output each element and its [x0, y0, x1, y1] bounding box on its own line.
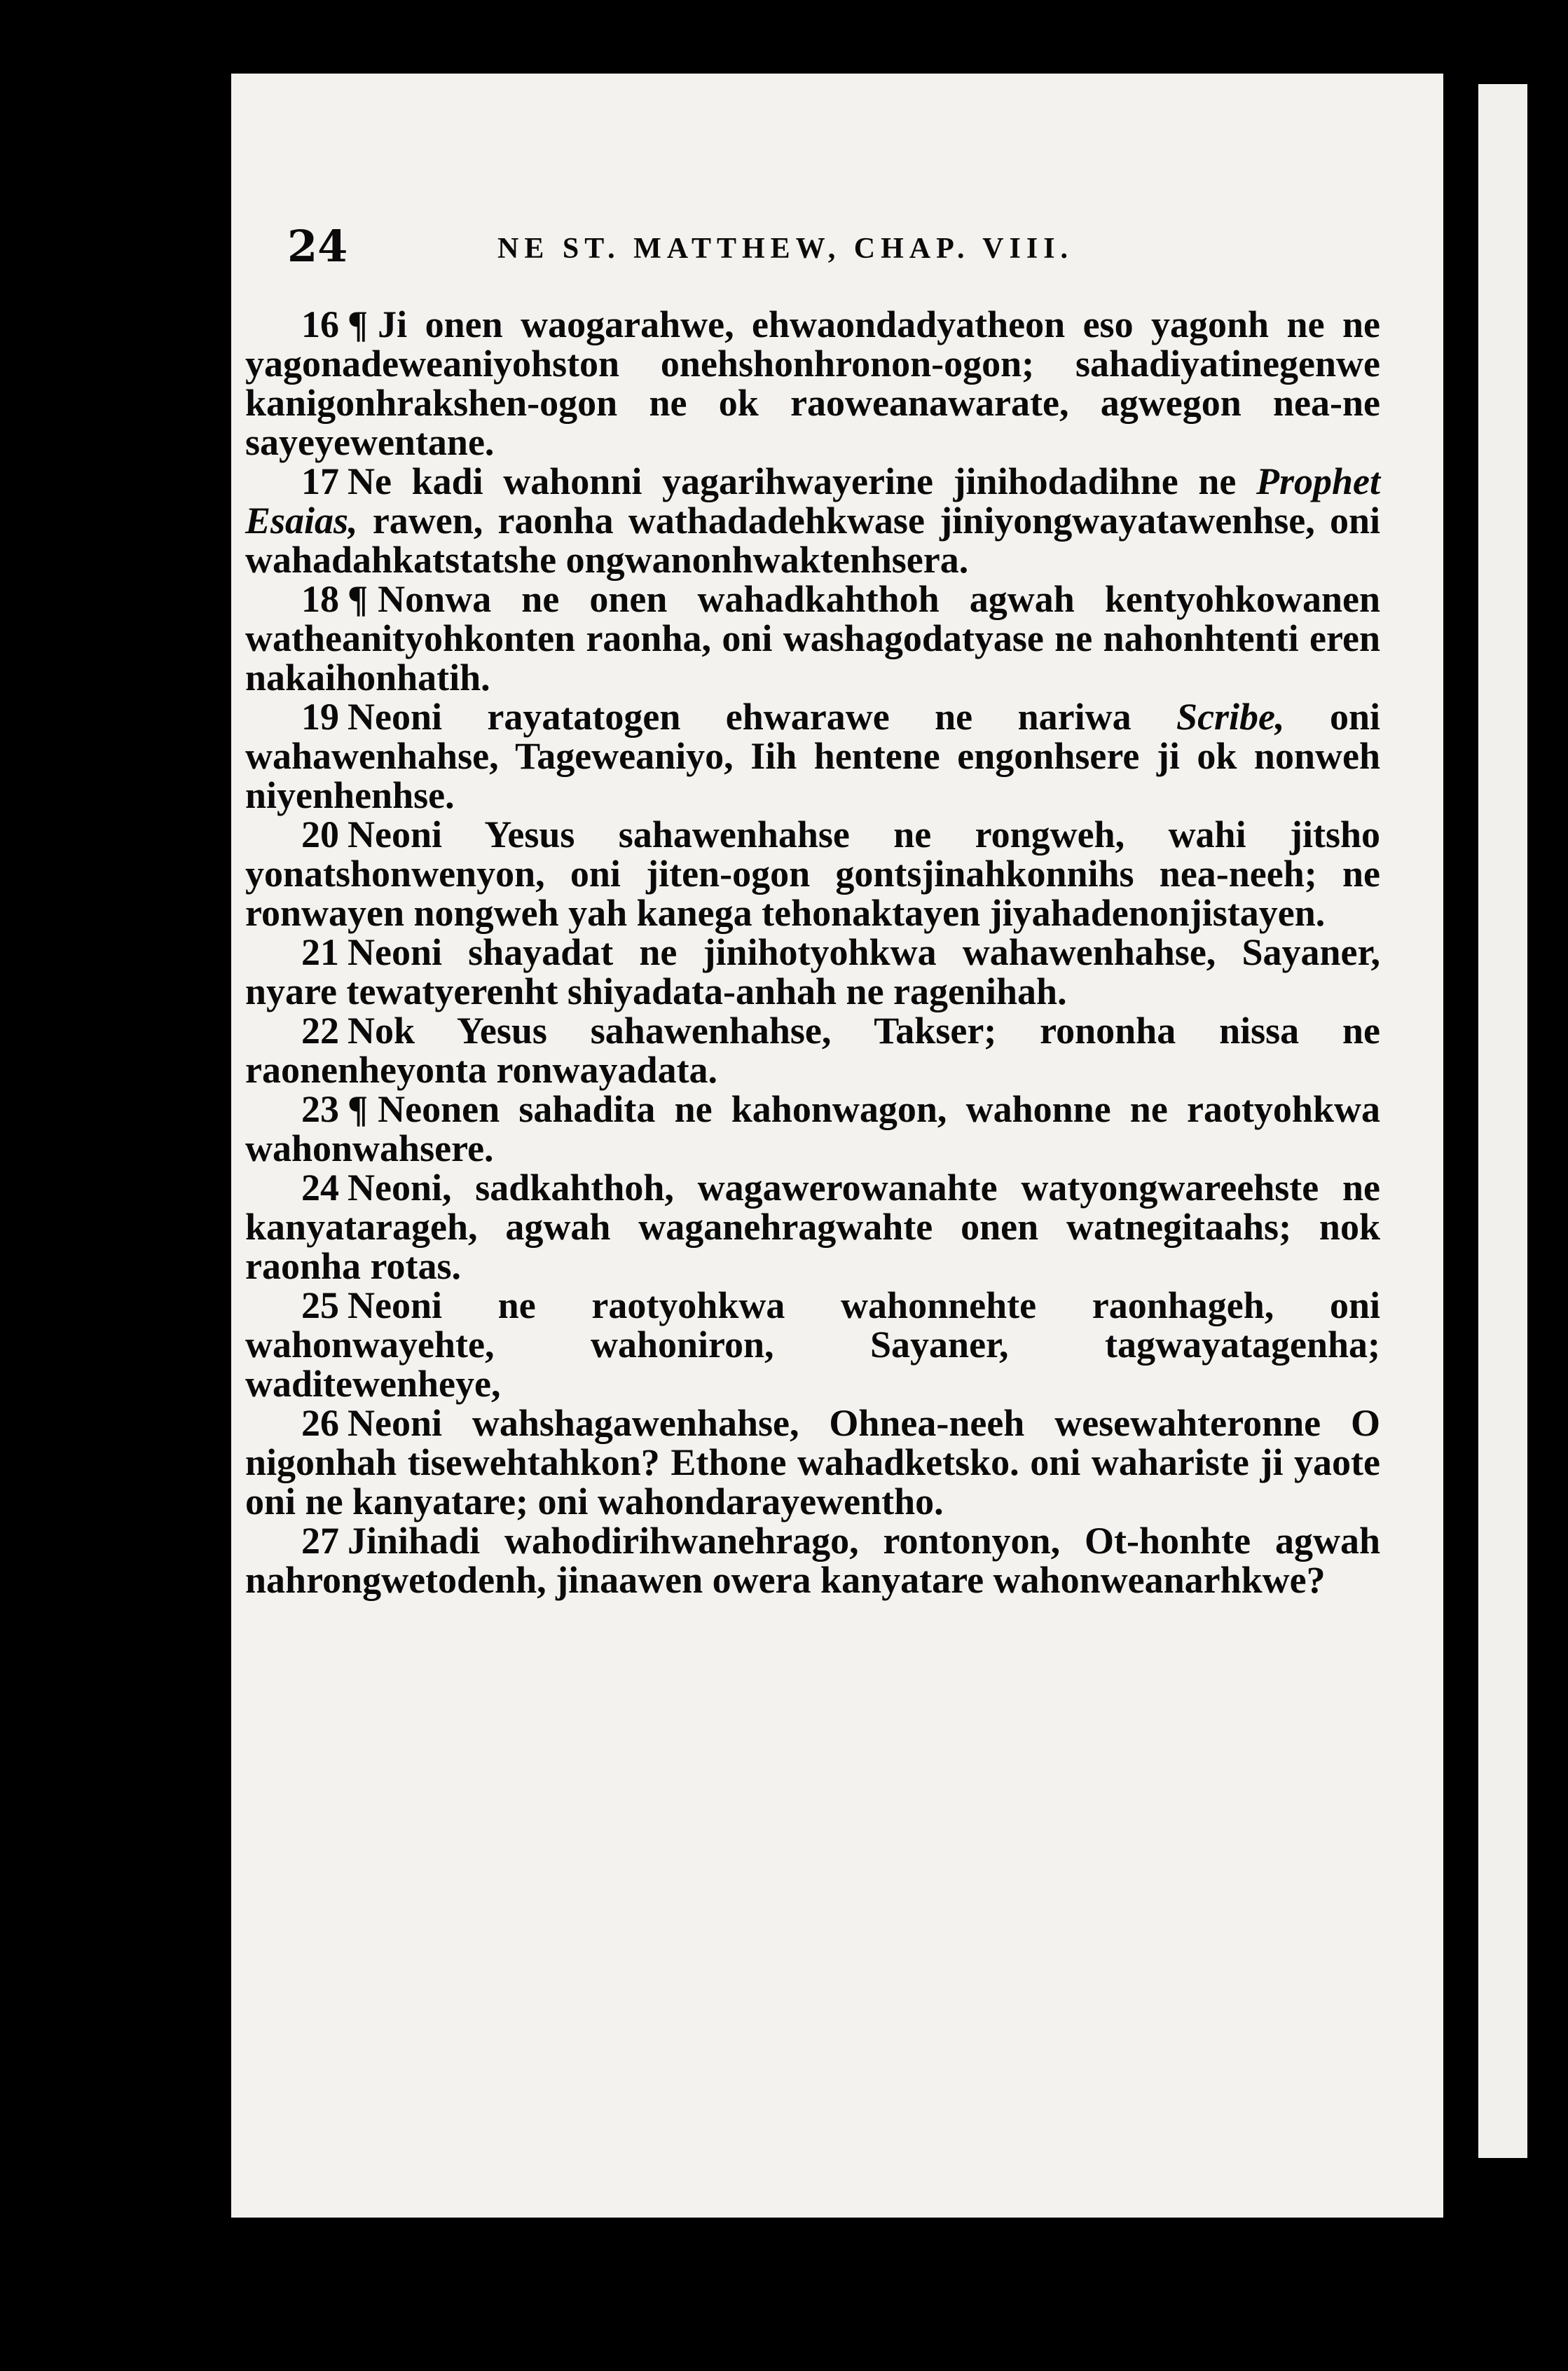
verse-17	[245, 462, 1380, 579]
verse-25	[245, 1286, 1380, 1403]
verse-italic-text: Prophet Esaias,	[245, 460, 1380, 542]
verse-text: Neoni wahshagawenhahse, Ohnea-neeh wesewahteronne O nigonhah tisewehtahkon? Ethone wahadketsko. oni wahariste ji yaote oni ne kanyatare; oni wahondarayewentho.	[245, 1402, 1380, 1523]
running-head: NE ST. MATTHEW, CHAP. VIII.	[497, 233, 1074, 265]
verse-text: Ji onen waogarahwe, ehwaondadyatheon eso yagonh ne ne yagonadeweaniyohston onehshonhronon-ogon; sahadiyatinegenwe kanigonhrakshen-ogon ne ok raoweanawarate, agwegon nea-ne sayeyewentane.	[245, 303, 1380, 463]
verse-italic-text: Scribe,	[1176, 696, 1285, 738]
verse-21	[245, 933, 1380, 1011]
verse-text-continued: oni wahawenhahse, Tageweaniyo, Iih hentene engonhsere ji ok nonweh niyenhenhse.	[245, 696, 1381, 816]
page-header	[287, 221, 1380, 277]
verse-number: 17	[301, 460, 339, 502]
verse-24	[245, 1168, 1380, 1286]
verse-text: Neonen sahadita ne kahonwagon, wahonne ne raotyohkwa wahonwahsere.	[245, 1088, 1380, 1169]
verse-number: 19	[301, 696, 339, 738]
verse-16	[245, 305, 1380, 462]
page-number: 24	[287, 221, 348, 272]
scripture-text	[245, 305, 1380, 1600]
verse-27	[245, 1521, 1380, 1600]
verse-number: 22	[301, 1010, 339, 1052]
verse-text: Neoni rayatatogen ehwarawe ne nariwa	[348, 696, 1132, 738]
verse-text: Jinihadi wahodirihwanehrago, rontonyon, Ot-honhte agwah nahrongwetodenh, jinaawen owera kanyatare wahonweanarhkwe?	[245, 1520, 1380, 1601]
verse-number: 16	[301, 303, 339, 345]
verse-22	[245, 1011, 1380, 1090]
pilcrow-mark: ¶	[348, 578, 369, 620]
verse-number: 23	[301, 1088, 339, 1130]
verse-text-continued: rawen, raonha wathadadehkwase jiniyongwayatawenhse, oni wahadahkatstatshe ongwanonhwaktenhsera.	[245, 500, 1381, 581]
verse-number: 21	[301, 931, 339, 973]
verse-number: 27	[301, 1520, 339, 1562]
verse-text: Neoni ne raotyohkwa wahonnehte raonhageh, oni wahonwayehte, wahoniron, Sayaner, tagwayatagenha; waditewenheye,	[245, 1284, 1380, 1405]
verse-23	[245, 1090, 1380, 1168]
adjacent-page-edge	[1478, 84, 1527, 2158]
pilcrow-mark: ¶	[348, 303, 369, 345]
pilcrow-mark: ¶	[348, 1088, 369, 1130]
verse-number: 20	[301, 813, 339, 855]
verse-text: Nok Yesus sahawenhahse, Takser; rononha nissa ne raonenheyonta ronwayadata.	[245, 1010, 1380, 1091]
verse-20	[245, 815, 1380, 933]
verse-number: 25	[301, 1284, 339, 1326]
verse-number: 18	[301, 578, 339, 620]
verse-text: Nonwa ne onen wahadkahthoh agwah kentyohkowanen watheanityohkonten raonha, oni washagodatyase ne nahonhtenti eren nakaihonhatih.	[245, 578, 1380, 699]
verse-text: Neoni shayadat ne jinihotyohkwa wahawenhahse, Sayaner, nyare tewatyerenht shiyadata-anhah ne ragenihah.	[245, 931, 1380, 1012]
verse-19	[245, 697, 1380, 815]
verse-number: 26	[301, 1402, 339, 1444]
verse-text: Neoni Yesus sahawenhahse ne rongweh, wahi jitsho yonatshonwenyon, oni jiten-ogon gontsjinahkonnihs nea-neeh; ne ronwayen nongweh yah kanega tehonaktayen jiyahadenonjistayen.	[245, 813, 1380, 934]
verse-text: Neoni, sadkahthoh, wagawerowanahte watyongwareehste ne kanyatarageh, agwah waganehragwahte onen watnegitaahs; nok raonha rotas.	[245, 1167, 1380, 1287]
book-page	[231, 74, 1443, 2218]
verse-26	[245, 1403, 1380, 1521]
verse-text: Ne kadi wahonni yagarihwayerine jinihodadihne ne	[348, 460, 1237, 502]
verse-number: 24	[301, 1167, 339, 1209]
verse-18	[245, 579, 1380, 697]
